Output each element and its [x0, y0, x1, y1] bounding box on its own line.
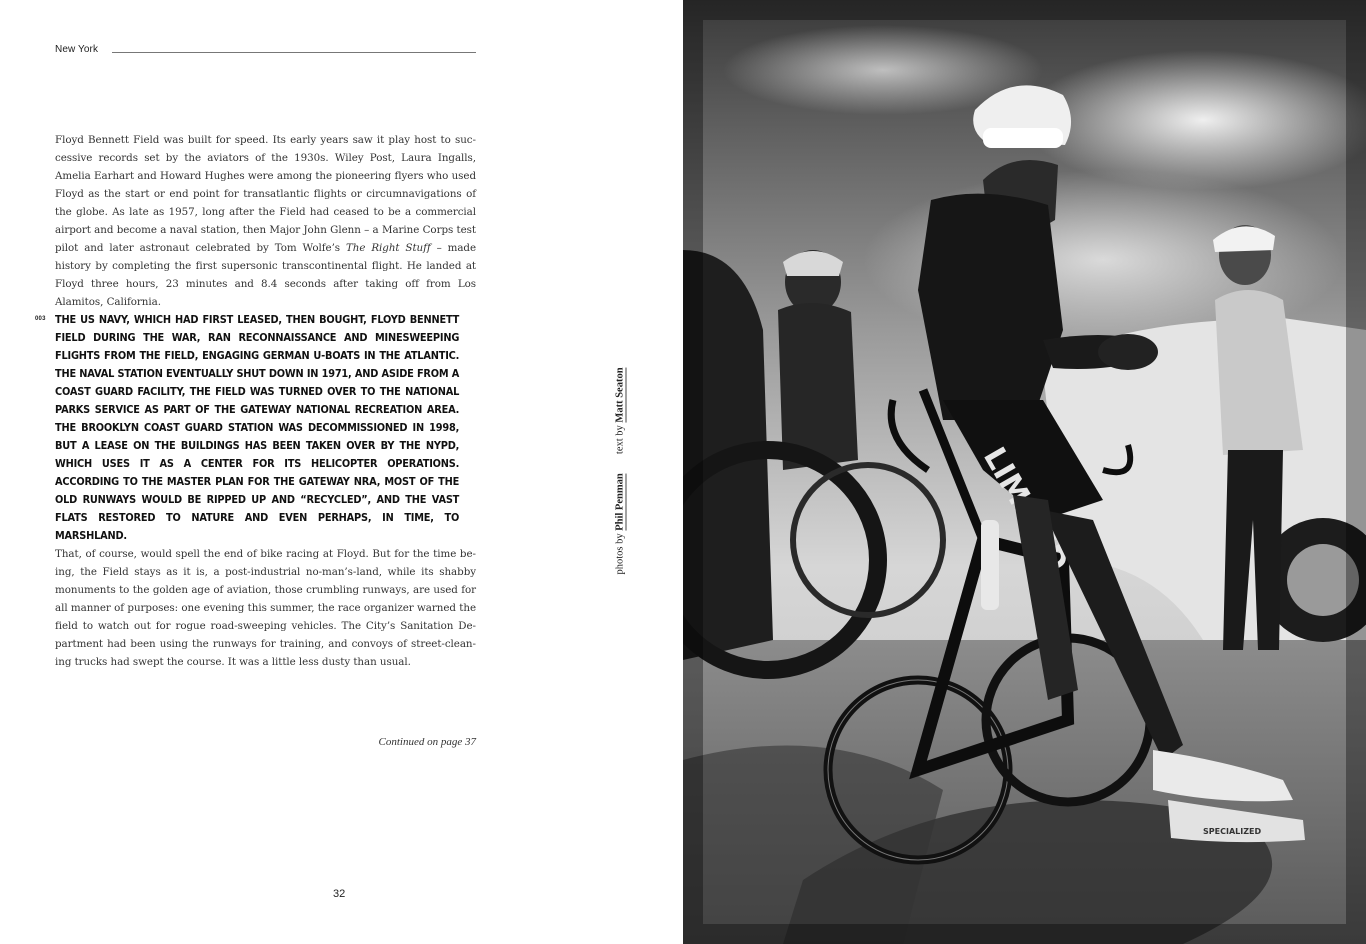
- paragraph-1-text: Floyd Bennett Field was built for speed. Its early years saw it play host to successive records set by the aviators of the 1930s. Wiley Post, Laura Ingalls, Amelia Earhart and Howard Hughes were among the pioneering flyers who used Floyd as the start or end point for transatlantic flights or circumnavigations of the globe. As late as 1957, long after the Field had ceased to be a commercial airport and become a naval station, then Major John Glenn – a Marine Corps test pilot and later astronaut celebrated by Tom Wolfe’s: [55, 134, 476, 254]
- header-rule: [112, 52, 476, 53]
- paragraph-1-text-end: – made history by completing the first supersonic transcontinental flight. He landed at Floyd three hours, 23 minutes and 8.4 seconds after taking off from Los Alamitos, California.: [55, 242, 476, 308]
- running-head: New York: [55, 44, 99, 55]
- paragraph-3: That, of course, would spell the end of bike racing at Floyd. But for the time being, the Field stays as it is, a post-industrial no-man’s-land, while its shabby monuments to the golden age of aviation, those crumbling runways, are used for all manner of purposes: one evening this summer, the race organizer warned the field to watch out for rogue road-sweeping vehicles. The City’s Sanitation Department had been using the runways for training, and convoys of street-cleaning trucks had swept the course. It was a little less dusty than usual.: [55, 548, 476, 668]
- author-name: Matt Seaton: [614, 367, 626, 423]
- jersey: [918, 194, 1063, 420]
- text-label: text by: [614, 425, 626, 455]
- shoe-brand: SPECIALIZED: [1203, 827, 1262, 836]
- page-number: 32: [333, 888, 346, 900]
- photo-illustration: [683, 0, 1366, 944]
- book-title: The Right Stuff: [345, 242, 431, 254]
- sunglasses: [983, 128, 1063, 148]
- pull-quote: THE US NAVY, WHICH HAD FIRST LEASED, THEN BOUGHT, FLOYD BENNETT FIELD DURING THE WAR, RAN RECONNAISSANCE AND MINESWEEPING FLIGHTS FROM THE FIELD, ENGAGING GERMAN U-BOATS IN THE ATLANTIC. THE NAVAL STATION EVENTUALLY SHUT DOWN IN 1971, AND ASIDE FROM A COAST GUARD FACILITY, THE FIELD WAS TURNED OVER TO THE NATIONAL PARKS SERVICE AS PART OF THE GATEWAY NATIONAL RECREATION AREA. THE BROOKLYN COAST GUARD STATION WAS DECOMMISSIONED IN 1998, BUT A LEASE ON THE BUILDINGS HAS BEEN TAKEN OVER BY THE NYPD, WHICH USES IT AS A CENTER FOR ITS HELICOPTER OPERATIONS. ACCORDING TO THE MASTER PLAN FOR THE GATEWAY NRA, MOST OF THE OLD RUNWAYS WOULD BE RIPPED UP AND “RECYCLED”, AND THE VAST FLATS RESTORED TO NATURE AND EVEN PERHAPS, IN TIME, TO MARSHLAND.: [55, 315, 460, 542]
- callout-number: 003: [35, 316, 46, 322]
- photos-label: photos by: [614, 533, 626, 575]
- photographer-name: Phil Penman: [614, 473, 626, 531]
- glove: [1098, 334, 1158, 370]
- paragraph-1: [55, 131, 476, 311]
- shadow: [683, 745, 943, 944]
- cyclist-photo: [683, 0, 1366, 944]
- continued-note[interactable]: Continued on page 37: [378, 736, 476, 748]
- photo-text-credits: [615, 367, 626, 574]
